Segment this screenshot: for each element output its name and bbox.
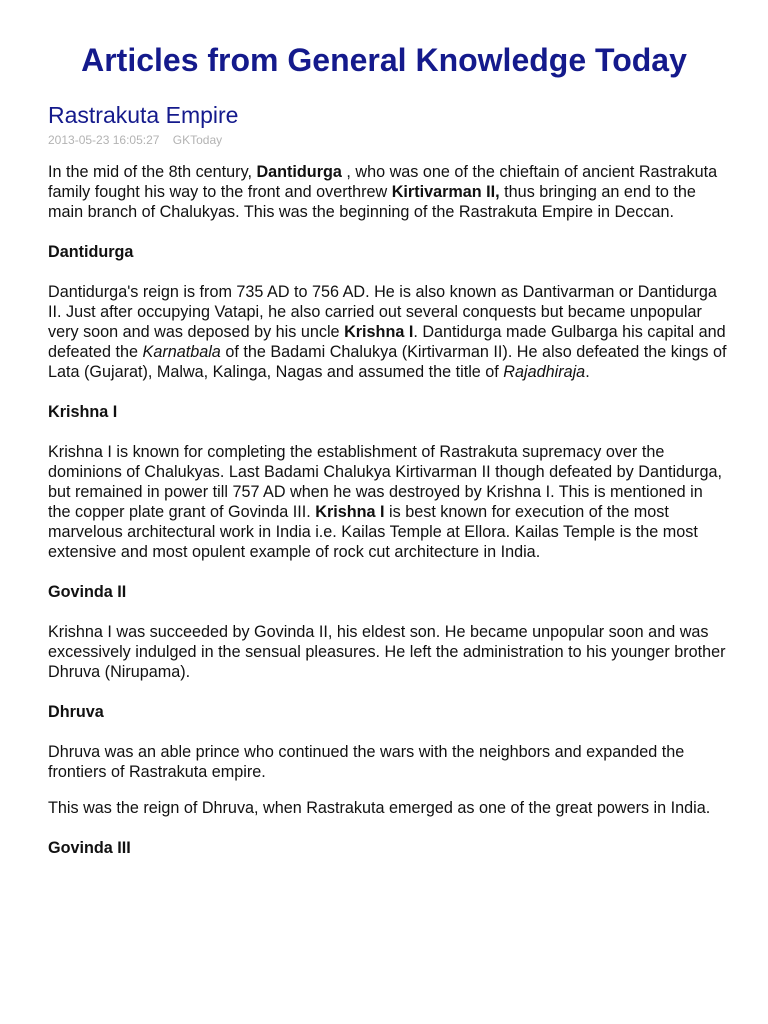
dantidurga-italic-karnatbala: Karnatbala: [142, 343, 221, 361]
dhruva-paragraph-1: Dhruva was an able prince who continued the wars with the neighbors and expanded the frontiers of Rastrakuta empire.: [48, 743, 685, 781]
krishna-bold-krishna: Krishna I: [315, 503, 385, 521]
site-title: Articles from General Knowledge Today: [81, 42, 687, 78]
krishna-text-2: is best known for execution of the most marvelous architectural work in India i.e. Kailas Temple at Ellora. Kailas Temple is the most extensive and most opulent example of rock cut architecture in India.: [48, 503, 698, 561]
intro-bold-kirtivarman: Kirtivarman II,: [391, 183, 500, 201]
article-author: GKToday: [172, 133, 223, 147]
krishna-text-1: Krishna I is known for completing the establishment of Rastrakuta supremacy over the dominions of Chalukyas. Last Badami Chalukya Kirtivarman II though defeated by Dantidurga, but remained in power till 757 AD when he was destroyed by Krishna I. This is mentioned in the copper plate grant of Govinda III.: [48, 443, 722, 521]
article-title: Rastrakuta Empire: [48, 102, 239, 128]
article-date: 2013-05-23 16:05:27: [48, 133, 160, 147]
dhruva-paragraph-2: This was the reign of Dhruva, when Rastrakuta emerged as one of the great powers in India.: [48, 799, 711, 817]
section-heading-krishna: Krishna I: [48, 403, 118, 421]
intro-text-3: thus bringing an end to the main branch of Chalukyas. This was the beginning of the Rastrakuta Empire in Deccan.: [48, 183, 696, 221]
section-heading-dhruva: Dhruva: [48, 703, 104, 721]
krishna-paragraph: [48, 442, 728, 562]
intro-bold-dantidurga: Dantidurga: [256, 163, 342, 181]
intro-paragraph: [48, 162, 728, 222]
intro-text-2: , who was one of the chieftain of ancient Rastrakuta family fought his way to the front and overthrew: [48, 163, 718, 201]
intro-text-1: In the mid of the 8th century,: [48, 163, 257, 181]
dantidurga-text-1: Dantidurga's reign is from 735 AD to 756 AD. He is also known as Dantivarman or Dantidurga II. Just after occupying Vatapi, he also carried out several conquests but became unpopular very soon and was deposed by his uncle: [48, 283, 717, 341]
dantidurga-italic-rajadhiraja: Rajadhiraja: [503, 363, 586, 381]
article-body: [48, 100, 728, 878]
section-heading-dantidurga: Dantidurga: [48, 243, 134, 261]
dantidurga-paragraph: [48, 282, 728, 382]
dantidurga-text-3: of the Badami Chalukya (Kirtivarman II). He also defeated the kings of Lata (Gujarat), Malwa, Kalinga, Nagas and assumed the title of: [48, 343, 727, 381]
section-heading-govinda-ii: Govinda II: [48, 583, 127, 601]
dantidurga-bold-krishna: Krishna I: [344, 323, 414, 341]
dantidurga-text-2: . Dantidurga made Gulbarga his capital and defeated the: [48, 323, 726, 361]
section-heading-govinda-iii: Govinda III: [48, 839, 131, 857]
dantidurga-text-4: .: [585, 363, 590, 381]
govinda-ii-paragraph: Krishna I was succeeded by Govinda II, his eldest son. He became unpopular soon and was excessively indulged in the sensual pleasures. He left the administration to his younger brother Dhruva (Nirupama).: [48, 623, 726, 681]
article-meta: [48, 132, 728, 148]
